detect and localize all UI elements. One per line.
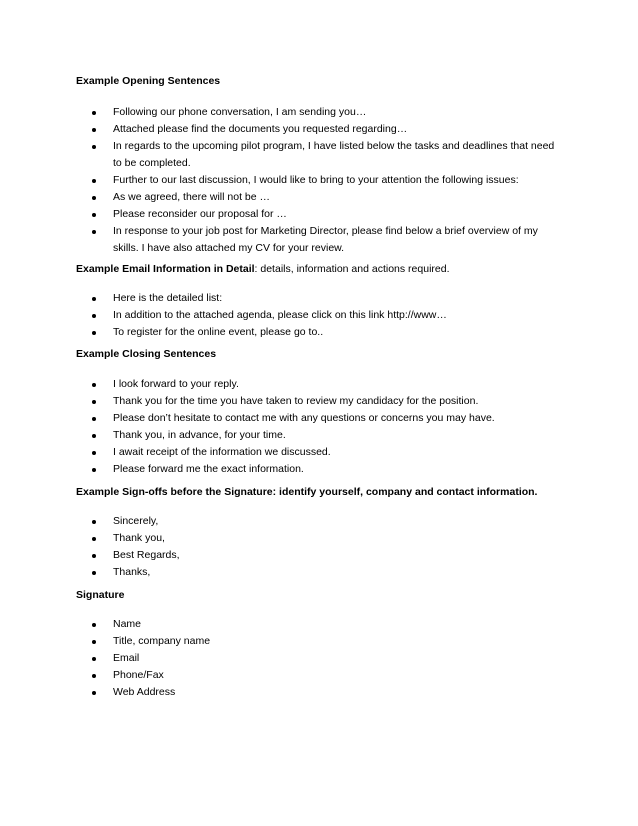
list-item: Web Address (76, 684, 564, 701)
bullet-list (76, 513, 564, 581)
section-signature (76, 589, 564, 701)
list-item: Best Regards, (76, 547, 564, 564)
section-heading: Example Opening Sentences (76, 75, 221, 87)
bullet-icon (92, 145, 96, 149)
list-item: Phone/Fax (76, 667, 564, 684)
list-item: Name (76, 616, 564, 633)
section-email-information (76, 263, 564, 341)
list-item: Thank you for the time you have taken to review my candidacy for the position. (76, 393, 564, 410)
bullet-icon (92, 554, 96, 558)
list-item: Following our phone conversation, I am sending you… (76, 104, 564, 121)
list-item: I await receipt of the information we discussed. (76, 444, 564, 461)
list-item: Title, company name (76, 633, 564, 650)
bullet-icon (92, 674, 96, 678)
list-item: Thanks, (76, 564, 564, 581)
list-item: Please forward me the exact information. (76, 461, 564, 478)
list-item: Email (76, 650, 564, 667)
list-item: Thank you, (76, 530, 564, 547)
list-item: As we agreed, there will not be … (76, 189, 564, 206)
bullet-icon (92, 331, 96, 335)
bullet-list (76, 290, 564, 341)
list-item: In regards to the upcoming pilot program, I have listed below the tasks and deadlines that need to be completed. (76, 138, 564, 172)
bullet-list (76, 104, 564, 257)
bullet-icon (92, 383, 96, 387)
section-heading: Signature (76, 589, 125, 601)
bullet-icon (92, 417, 96, 421)
bullet-icon (92, 451, 96, 455)
section-closing-sentences (76, 348, 564, 478)
bullet-icon (92, 213, 96, 217)
bullet-list (76, 616, 564, 701)
bullet-icon (92, 196, 96, 200)
bullet-icon (92, 297, 96, 301)
bullet-icon (92, 623, 96, 627)
list-item: Sincerely, (76, 513, 564, 530)
list-item: In addition to the attached agenda, please click on this link http://www… (76, 307, 564, 324)
bullet-icon (92, 400, 96, 404)
list-item: Attached please find the documents you requested regarding… (76, 121, 564, 138)
bullet-icon (92, 179, 96, 183)
list-item: I look forward to your reply. (76, 376, 564, 393)
bullet-icon (92, 691, 96, 695)
section-opening-sentences (76, 75, 564, 257)
bullet-icon (92, 128, 96, 132)
list-item: Further to our last discussion, I would like to bring to your attention the following issues: (76, 172, 564, 189)
section-heading: Example Email Information in Detail: details, information and actions required. (76, 263, 450, 275)
bullet-list (76, 376, 564, 478)
list-item: Here is the detailed list: (76, 290, 564, 307)
bullet-icon (92, 468, 96, 472)
section-sign-offs (76, 486, 564, 581)
bullet-icon (92, 314, 96, 318)
bullet-icon (92, 111, 96, 115)
list-item: In response to your job post for Marketing Director, please find below a brief overview of my skills. I have also attached my CV for your review. (76, 223, 564, 257)
list-item: Please don’t hesitate to contact me with any questions or concerns you may have. (76, 410, 564, 427)
bullet-icon (92, 537, 96, 541)
list-item: To register for the online event, please go to.. (76, 324, 564, 341)
bullet-icon (92, 640, 96, 644)
bullet-icon (92, 657, 96, 661)
section-heading: Example Sign-offs before the Signature: identify yourself, company and contact information. (76, 486, 538, 498)
section-heading: Example Closing Sentences (76, 348, 217, 360)
bullet-icon (92, 434, 96, 438)
list-item: Please reconsider our proposal for … (76, 206, 564, 223)
list-item: Thank you, in advance, for your time. (76, 427, 564, 444)
bullet-icon (92, 571, 96, 575)
bullet-icon (92, 520, 96, 524)
bullet-icon (92, 230, 96, 234)
